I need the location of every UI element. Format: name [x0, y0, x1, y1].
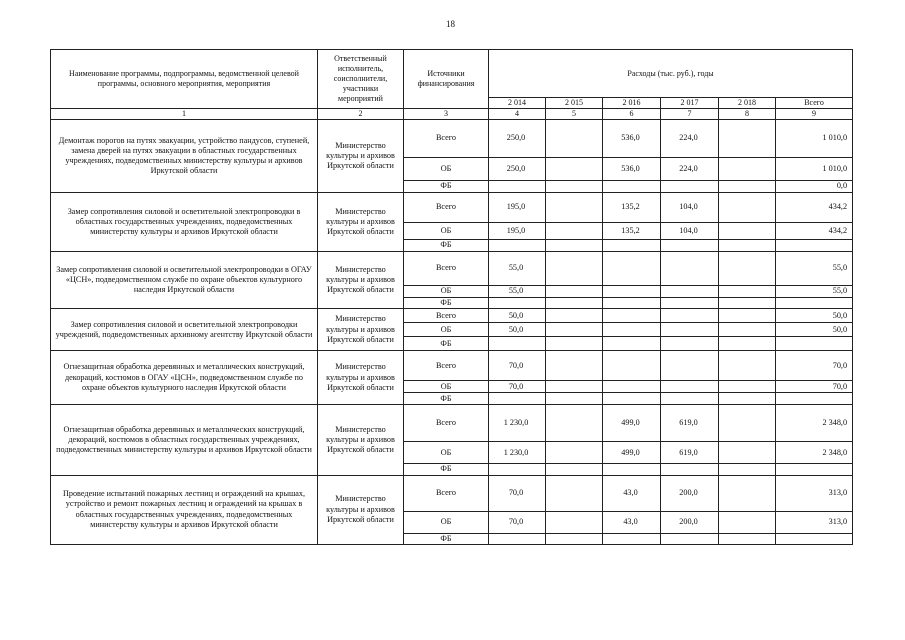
year-value — [719, 442, 776, 464]
activity-name: Проведение испытаний пожарных лестниц и ограждений на крышах, устройство и ремонт пожарных лестниц и ограждений на крышах в областных государственных учреждениях, подведомственных министерству культуры и архивов Иркутской области — [51, 475, 318, 544]
year-value: 195,0 — [489, 223, 546, 240]
year-value — [546, 381, 603, 393]
year-value — [489, 393, 546, 405]
total-value: 313,0 — [776, 475, 853, 511]
col-number: 8 — [719, 109, 776, 120]
year-value — [546, 252, 603, 286]
year-value: 50,0 — [489, 323, 546, 337]
col-number: 9 — [776, 109, 853, 120]
year-value: 104,0 — [661, 193, 719, 223]
col-number: 7 — [661, 109, 719, 120]
col-number: 4 — [489, 109, 546, 120]
year-value: 224,0 — [661, 120, 719, 158]
total-value — [776, 240, 853, 252]
header-year: 2 018 — [719, 98, 776, 109]
total-value — [776, 393, 853, 405]
total-value — [776, 533, 853, 544]
total-value: 1 010,0 — [776, 120, 853, 158]
year-value — [661, 381, 719, 393]
year-value — [546, 405, 603, 442]
year-value — [603, 298, 661, 309]
total-value: 1 010,0 — [776, 158, 853, 181]
funding-source: ОБ — [404, 286, 489, 298]
year-value — [489, 533, 546, 544]
year-value — [719, 181, 776, 193]
funding-source: ОБ — [404, 158, 489, 181]
total-value: 55,0 — [776, 252, 853, 286]
year-value — [661, 393, 719, 405]
year-value — [719, 533, 776, 544]
year-value — [603, 286, 661, 298]
executor: Министерство культуры и архивов Иркутской области — [318, 120, 404, 193]
year-value: 43,0 — [603, 511, 661, 533]
header-year: 2 017 — [661, 98, 719, 109]
funding-source: ФБ — [404, 464, 489, 475]
year-value: 55,0 — [489, 286, 546, 298]
year-value — [603, 351, 661, 381]
activity-name: Огнезащитная обработка деревянных и металлических конструкций, декораций, костюмов в ОГАУ «ЦСН», подведомственном службе по охране объектов культурного наследия Иркутской области — [51, 351, 318, 405]
page-number: 18 — [446, 19, 455, 29]
year-value — [719, 223, 776, 240]
year-value — [603, 181, 661, 193]
year-value: 200,0 — [661, 475, 719, 511]
header-total: Всего — [776, 98, 853, 109]
table-row — [51, 405, 853, 442]
funding-source: Всего — [404, 120, 489, 158]
year-value — [546, 464, 603, 475]
header-year: 2 016 — [603, 98, 661, 109]
table-row — [51, 252, 853, 286]
year-value — [661, 240, 719, 252]
year-value — [489, 240, 546, 252]
total-value: 70,0 — [776, 381, 853, 393]
total-value: 313,0 — [776, 511, 853, 533]
executor: Министерство культуры и архивов Иркутской области — [318, 351, 404, 405]
year-value: 250,0 — [489, 158, 546, 181]
year-value — [661, 181, 719, 193]
year-value — [661, 323, 719, 337]
year-value — [719, 298, 776, 309]
year-value — [719, 393, 776, 405]
year-value — [546, 323, 603, 337]
year-value — [719, 511, 776, 533]
year-value: 104,0 — [661, 223, 719, 240]
table-row — [51, 193, 853, 223]
year-value: 70,0 — [489, 381, 546, 393]
year-value: 70,0 — [489, 511, 546, 533]
total-value: 55,0 — [776, 286, 853, 298]
year-value — [661, 252, 719, 286]
year-value — [603, 393, 661, 405]
activity-name: Огнезащитная обработка деревянных и металлических конструкций, декораций, костюмов в областных государственных учреждениях, подведомственных министерству культуры и архивов Иркутской области — [51, 405, 318, 475]
total-value — [776, 298, 853, 309]
year-value: 619,0 — [661, 405, 719, 442]
col-number: 2 — [318, 109, 404, 120]
year-value — [546, 337, 603, 351]
year-value: 499,0 — [603, 405, 661, 442]
funding-source: ФБ — [404, 337, 489, 351]
year-value — [719, 351, 776, 381]
funding-source: Всего — [404, 252, 489, 286]
activity-name: Демонтаж порогов на путях эвакуации, устройство пандусов, ступеней, замена дверей на путях эвакуации в областных государственных учреждениях, подведомственных министерству культуры и архивов Иркутской области — [51, 120, 318, 193]
year-value — [489, 464, 546, 475]
year-value — [489, 298, 546, 309]
executor: Министерство культуры и архивов Иркутской области — [318, 405, 404, 475]
year-value — [661, 309, 719, 323]
year-value: 43,0 — [603, 475, 661, 511]
header-year: 2 015 — [546, 98, 603, 109]
activity-name: Замер сопротивления силовой и осветительной электропроводки учреждений, подведомственных архивному агентству Иркутской области — [51, 309, 318, 351]
year-value — [546, 120, 603, 158]
year-value: 200,0 — [661, 511, 719, 533]
table-row — [51, 309, 853, 323]
year-value: 1 230,0 — [489, 442, 546, 464]
year-value — [661, 337, 719, 351]
total-value: 434,2 — [776, 223, 853, 240]
year-value: 135,2 — [603, 223, 661, 240]
year-value — [489, 337, 546, 351]
year-value: 195,0 — [489, 193, 546, 223]
year-value — [546, 240, 603, 252]
col-number: 6 — [603, 109, 661, 120]
year-value: 135,2 — [603, 193, 661, 223]
year-value: 70,0 — [489, 351, 546, 381]
year-value — [661, 533, 719, 544]
executor: Министерство культуры и архивов Иркутской области — [318, 193, 404, 252]
col-number: 1 — [51, 109, 318, 120]
header-year: 2 014 — [489, 98, 546, 109]
year-value — [719, 323, 776, 337]
total-value — [776, 337, 853, 351]
year-value — [603, 464, 661, 475]
year-value — [661, 298, 719, 309]
year-value — [546, 475, 603, 511]
year-value — [603, 309, 661, 323]
total-value — [776, 464, 853, 475]
funding-source: Всего — [404, 475, 489, 511]
expenses-table — [50, 49, 853, 545]
activity-name: Замер сопротивления силовой и осветительной электропроводки в ОГАУ «ЦСН», подведомственном службе по охране объектов культурного наследия Иркутской области — [51, 252, 318, 309]
header-executor: Ответственный исполнитель, соисполнители, участники мероприятий — [318, 50, 404, 109]
year-value — [719, 252, 776, 286]
total-value: 50,0 — [776, 309, 853, 323]
funding-source: Всего — [404, 193, 489, 223]
year-value — [546, 158, 603, 181]
header-source: Источники финансирования — [404, 50, 489, 109]
total-value: 2 348,0 — [776, 442, 853, 464]
funding-source: ОБ — [404, 442, 489, 464]
table-row — [51, 120, 853, 158]
executor: Министерство культуры и архивов Иркутской области — [318, 475, 404, 544]
activity-name: Замер сопротивления силовой и осветительной электропроводки в областных государственных учреждениях, подведомственных министерству культуры и архивов Иркутской области — [51, 193, 318, 252]
total-value: 2 348,0 — [776, 405, 853, 442]
funding-source: ОБ — [404, 323, 489, 337]
year-value — [546, 442, 603, 464]
executor: Министерство культуры и архивов Иркутской области — [318, 309, 404, 351]
col-number: 3 — [404, 109, 489, 120]
year-value: 224,0 — [661, 158, 719, 181]
year-value: 536,0 — [603, 158, 661, 181]
year-value — [719, 381, 776, 393]
year-value — [603, 252, 661, 286]
year-value — [719, 240, 776, 252]
table-row — [51, 351, 853, 381]
year-value — [546, 351, 603, 381]
total-value: 0,0 — [776, 181, 853, 193]
year-value: 1 230,0 — [489, 405, 546, 442]
year-value: 50,0 — [489, 309, 546, 323]
year-value — [719, 158, 776, 181]
funding-source: ФБ — [404, 393, 489, 405]
year-value — [546, 511, 603, 533]
total-value: 50,0 — [776, 323, 853, 337]
year-value — [661, 351, 719, 381]
funding-source: ФБ — [404, 181, 489, 193]
year-value — [546, 223, 603, 240]
year-value: 536,0 — [603, 120, 661, 158]
year-value — [603, 240, 661, 252]
year-value — [603, 337, 661, 351]
year-value — [661, 286, 719, 298]
year-value — [719, 286, 776, 298]
year-value — [546, 393, 603, 405]
header-name: Наименование программы, подпрограммы, ведомственной целевой программы, основного мероприятия, мероприятия — [51, 50, 318, 109]
funding-source: ОБ — [404, 223, 489, 240]
year-value — [546, 309, 603, 323]
funding-source: Всего — [404, 405, 489, 442]
year-value: 499,0 — [603, 442, 661, 464]
year-value — [719, 475, 776, 511]
year-value — [546, 533, 603, 544]
table-row — [51, 475, 853, 511]
year-value — [603, 323, 661, 337]
year-value — [546, 298, 603, 309]
year-value — [546, 181, 603, 193]
col-number: 5 — [546, 109, 603, 120]
year-value — [546, 286, 603, 298]
funding-source: ФБ — [404, 240, 489, 252]
year-value — [719, 337, 776, 351]
total-value: 434,2 — [776, 193, 853, 223]
year-value — [719, 405, 776, 442]
year-value — [719, 464, 776, 475]
year-value: 619,0 — [661, 442, 719, 464]
year-value: 70,0 — [489, 475, 546, 511]
year-value — [603, 533, 661, 544]
year-value — [719, 120, 776, 158]
executor: Министерство культуры и архивов Иркутской области — [318, 252, 404, 309]
year-value — [546, 193, 603, 223]
funding-source: ФБ — [404, 533, 489, 544]
year-value — [603, 381, 661, 393]
year-value — [661, 464, 719, 475]
year-value — [719, 193, 776, 223]
funding-source: Всего — [404, 351, 489, 381]
year-value — [719, 309, 776, 323]
funding-source: ОБ — [404, 381, 489, 393]
funding-source: ОБ — [404, 511, 489, 533]
funding-source: ФБ — [404, 298, 489, 309]
total-value: 70,0 — [776, 351, 853, 381]
year-value: 55,0 — [489, 252, 546, 286]
funding-source: Всего — [404, 309, 489, 323]
year-value: 250,0 — [489, 120, 546, 158]
year-value — [489, 181, 546, 193]
header-expenses: Расходы (тыс. руб.), годы — [489, 50, 853, 98]
